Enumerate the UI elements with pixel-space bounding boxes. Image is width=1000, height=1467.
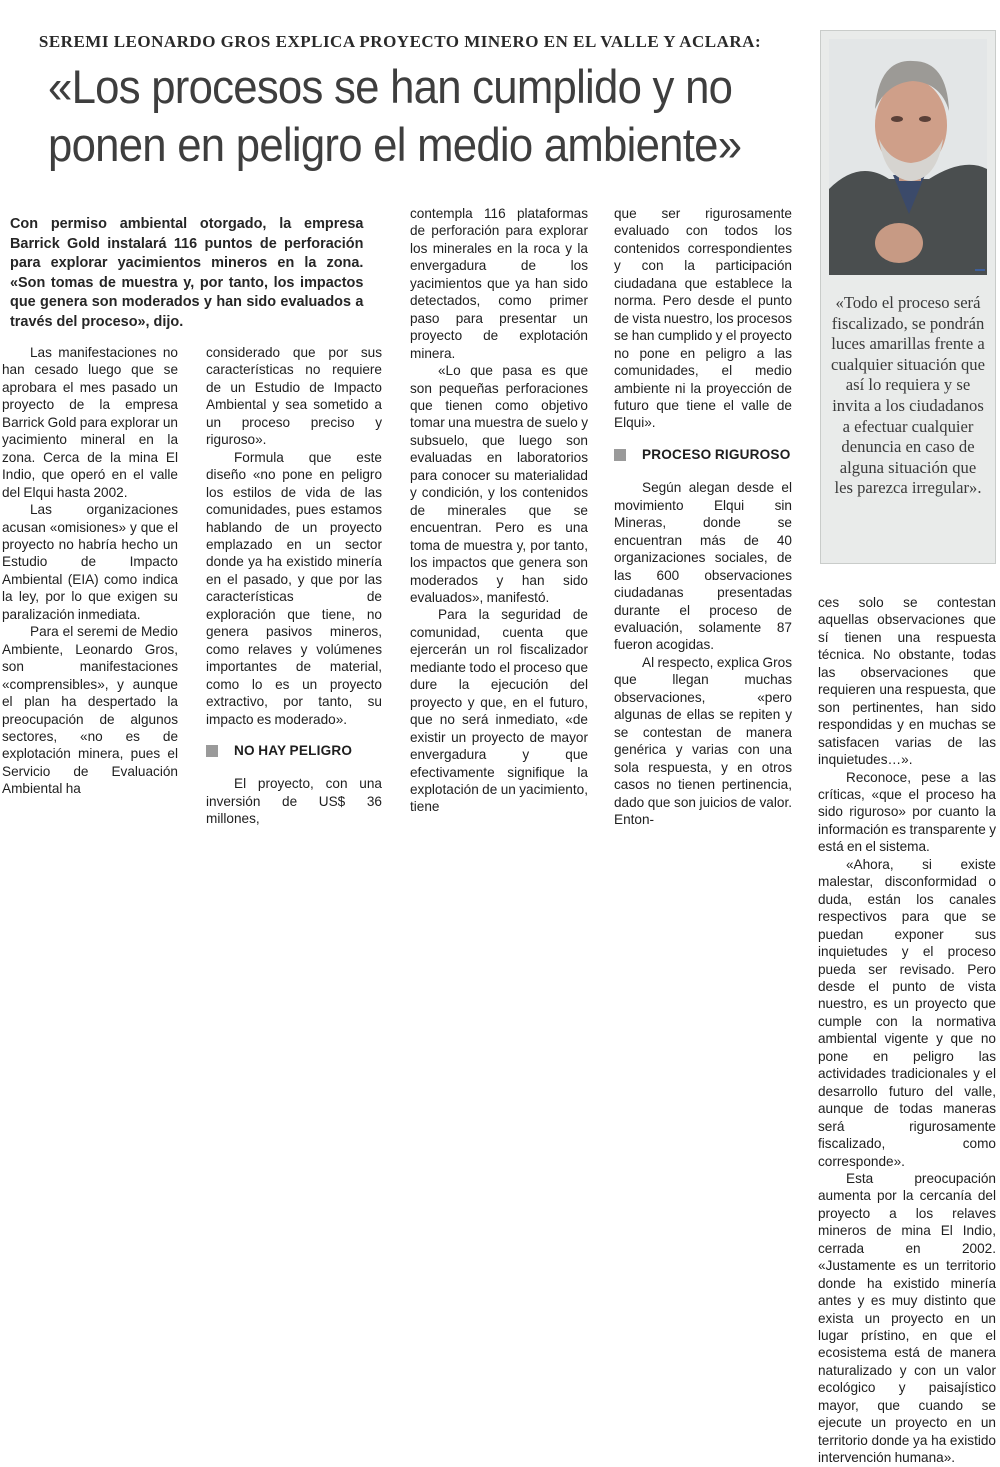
body-column-5: [818, 594, 996, 1467]
paragraph: «Lo que pasa es que son pequeñas perforaciones que tienen como objetivo tomar una muestra de suelo y subsuelo, que luego son evaluadas en laboratorios para conocer su materialidad y condición, y los contenidos de minerales que se encuentran. Pero es una toma de muestra y, por tanto, los impactos que genera son moderados y han sido evaluados», manifestó.: [410, 363, 588, 605]
subheading-text: NO HAY PELIGRO: [234, 742, 353, 758]
body-column-1: [2, 344, 178, 798]
paragraph: Esta preocupación aumenta por la cercanía del proyecto a los relaves mineros de mina El Indio, cerrada en 2002. «Justamente es un territorio donde ha existido minería antes y es muy distinto que exista un proyecto en un lugar prístino, en que el ecosistema está de manera naturalizado y con un valor ecológico y paisajístico mayor, que cuando se ejecute un proyecto en un territorio donde ya ha existido intervención humana».: [818, 1170, 996, 1466]
paragraph: contempla 116 plataformas de perforación para explorar los minerales en la roca y la envergadura de los yacimientos que ya han sido detectados, como primer paso para presentar un proyecto de explotación minera.: [410, 206, 588, 361]
article-kicker: SEREMI LEONARDO GROS EXPLICA PROYECTO MINERO EN EL VALLE Y ACLARA:: [38, 32, 762, 51]
paragraph: Reconoce, pese a las críticas, «que el proceso ha sido riguroso» por cuanto la información es transparente y está en el sistema.: [818, 769, 996, 855]
body-column-4: [614, 205, 792, 828]
paragraph: considerado que por sus características no requiere de un Estudio de Impacto Ambiental y sea sometido a un proceso preciso y riguroso».: [206, 345, 382, 448]
body-column-3: [410, 205, 588, 816]
portrait-illustration: [829, 39, 987, 275]
pull-quote: «Todo el proceso será fiscalizado, se pondrán luces amarillas frente a cualquier situación que así lo requiera y se invita a los ciudadanos a efectuar cualquier denuncia en caso de alguna situación que les parezca irregular».: [831, 293, 985, 498]
paragraph: Al respecto, explica Gros que llegan muchas observaciones, «pero algunas de ellas se repiten y se contestan de manera genérica y varias con una sola respuesta, y en otros casos no tienen pertinencia, dado que son juicios de valor. Enton-: [614, 654, 792, 827]
paragraph: ces solo se contestan aquellas observaciones que sí tienen una respuesta técnica. No obstante, todas las observaciones que requieren una respuesta, que son pertinentes, han sido respondidas y en muchas se satisfacen varias de las inquietudes…».: [818, 595, 996, 768]
article-headline: [48, 58, 755, 174]
portrait-photo: [829, 39, 987, 275]
paragraph: «Ahora, si existe malestar, disconformidad o duda, están los canales respectivos para que se puedan exponer sus inquietudes y el proceso pueda ser revisado. Pero desde el punto de vista nuestro, es un proyecto que cumple con la normativa ambiental vigente y que no pone en peligro las actividades tradicionales y el desarrollo futuro del valle, aunque de todas maneras será rigurosamente fiscalizado, como corresponde».: [818, 856, 996, 1169]
article-lede: Con permiso ambiental otorgado, la empresa Barrick Gold instalará 116 puntos de perforación para explorar yacimientos mineros en la zona. «Son tomas de muestra y, por tanto, los impactos que genera son moderados y han sido evaluados a través del proceso», dijo.: [10, 215, 364, 330]
paragraph: Las organizaciones acusan «omisiones» y que el proyecto no habría hecho un Estudio de Impacto Ambiental (EIA) como indica la ley, por lo que exigen su paralización inmediata.: [2, 502, 178, 622]
paragraph: Para la seguridad de comunidad, cuenta que ejercerán un rol fiscalizador mediante todo el proceso que dure la ejecución del proyecto y que, en el futuro, que no será inmediato, «de existir un proyecto de mayor envergadura y que efectivamente signifique la explotación de un yacimiento, tiene: [410, 607, 588, 815]
headline-line-2: ponen en peligro el medio ambiente»: [48, 118, 742, 171]
sidebar-box: [820, 30, 996, 564]
paragraph: que ser rigurosamente evaluado con todos los contenidos correspondientes y con la participación ciudadana que establece la norma. Pero desde el punto de vista nuestro, los procesos se han cumplido y el proyecto no pone en peligro a las comunidades, el medio ambiente ni la proyección de futuro que tiene el valle de Elqui».: [614, 206, 792, 431]
body-column-2: [206, 344, 382, 828]
paragraph: Las manifestaciones no han cesado luego que se aprobara el mes pasado un proyecto de la empresa Barrick Gold para explorar un yacimiento mineral en la zona. Cerca de la mina El Indio, que operó en el valle del Elqui hasta 2002.: [2, 345, 178, 500]
paragraph: Según alegan desde el movimiento Elqui sin Mineras, donde se encuentran más de 40 organizaciones sociales, de las 600 observaciones ciudadanas presentadas durante el proceso de evaluación, solamente 87 fueron acogidas.: [614, 480, 792, 653]
paragraph: Formula que este diseño «no pone en peligro los estilos de vida de las comunidades, pues estamos hablando de un proyecto emplazado en un sector donde ya ha existido minería en el pasado, y que por las características de exploración que tiene, no genera pasivos mineros, como relaves y volúmenes importantes de material, como lo es un proyecto extractivo, por tanto, su impacto es moderado».: [206, 449, 382, 727]
subheading-text: PROCESO RIGUROSO: [642, 446, 791, 462]
section-marker-icon: [206, 745, 218, 757]
paragraph: El proyecto, con una inversión de US$ 36 millones,: [206, 776, 382, 827]
paragraph: Para el seremi de Medio Ambiente, Leonardo Gros, son manifestaciones «comprensibles», y aunque el plan ha despertado la preocupación de algunos sectores, «no es de explotación minera, pues el Servicio de Evaluación Ambiental ha: [2, 624, 178, 797]
headline-line-1: «Los procesos se han cumplido y no: [48, 60, 733, 113]
subheading-proceso-riguroso: [614, 446, 792, 463]
subheading-no-hay-peligro: [206, 742, 382, 759]
section-marker-icon: [614, 449, 626, 461]
